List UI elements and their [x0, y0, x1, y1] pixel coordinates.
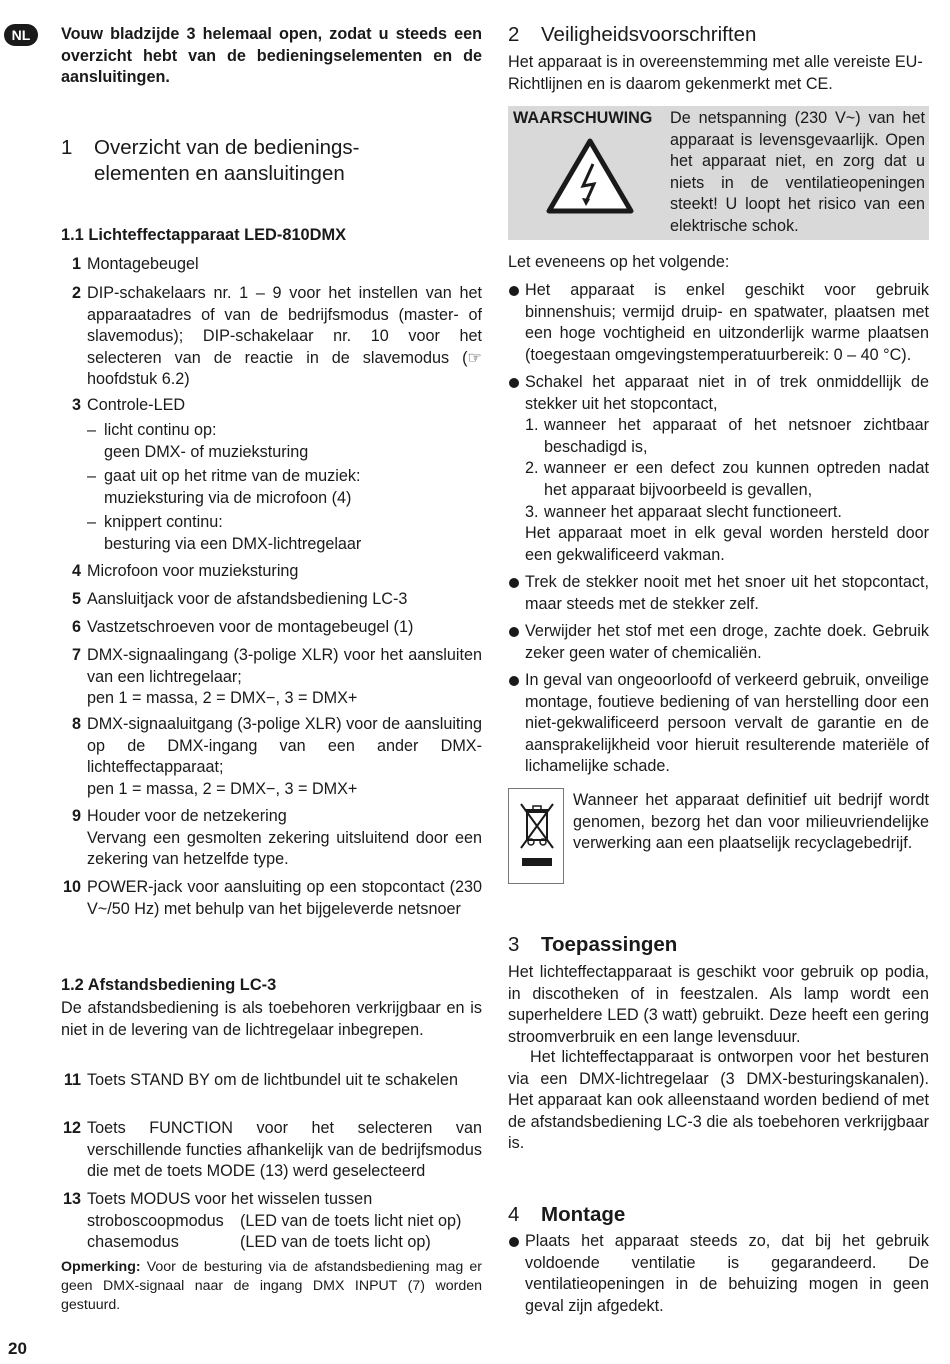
list-item: 10 POWER-jack voor aansluiting op een stopcontact (230 V~/50 Hz) met behulp van het bijgeleverde netsnoer	[62, 878, 482, 918]
section-3-paragraph-2: Het lichteffectapparaat is ontworpen voor het besturen via een DMX-lichtregelaar (3 DMX-besturingskanalen). Het apparaat kan ook alleenstaand worden bediend of met de afstandsbediening LC-3 die als toebehoren verkrijgbaar is.	[508, 1048, 929, 1153]
led-state: – knippert continu: besturing via een DMX-lichtregelaar	[87, 513, 362, 553]
list-item: 12 Toets FUNCTION voor het selecteren van verschillende functies afhankelijk van de bedrijfsmodus die met de toets MODE (13) werd geselecteerd	[62, 1119, 482, 1181]
section-3-paragraph-1: Het lichteffectapparaat is geschikt voor gebruik op podia, in discotheken of in feestzalen. Als lamp wordt een superheldere LED (3 watt) gebruikt. Deze heeft een gering stroomverbruik en een lange levensduur.	[508, 963, 929, 1046]
section-4-title: 4 Montage	[508, 1203, 626, 1226]
section-1-2-title: 1.2 Afstandsbediening LC-3	[61, 976, 277, 994]
language-badge: NL	[4, 24, 38, 46]
warning-text: De netspanning (230 V~) van het apparaat is levensgevaarlijk. Open het apparaat niet, en zorg dat u niets in de ventilatieopeningen steekt! U loopt het risico van een elektrische schok.	[670, 109, 925, 235]
list-item: 3 Controle-LED	[71, 396, 186, 414]
safety-bullet: Verwijder het stof met een droge, zachte doek. Gebruik zeker geen water of chemicaliën.	[508, 621, 929, 664]
list-item: 7 DMX-signaalingang (3-polige XLR) voor het aansluiten van een lichtregelaar; pen 1 = massa, 2 = DMX−, 3 = DMX+	[71, 646, 482, 708]
list-item: 2 DIP-schakelaars nr. 1 – 9 voor het instellen van het apparaatadres of van de bedrijfsmodus (master- of slavemodus); DIP-schakelaar nr. 10 voor het selecteren van de reactie in de slavemodus (☞ hoofdstuk 6.2)	[71, 284, 482, 389]
safety-bullet: Schakel het apparaat niet in of trek onmiddellijk de stekker uit het stopcontact, 1. wanneer het apparaat of het netsnoer zichtbaar beschadigd is, 2. wanneer er een defect zou kunnen optreden nadat het apparaat bijvoorbeeld is gevallen, 3. wanneer het apparaat slecht functioneert. Het apparaat moet in elk geval worden hersteld door een gekwalificeerd vakman.	[508, 372, 929, 566]
recycling-box	[508, 788, 929, 884]
section-3-title: 3 Toepassingen	[508, 933, 678, 956]
list-item: 4 Microfoon voor muzieksturing	[71, 562, 299, 580]
safety-bullet: In geval van ongeoorloofd of verkeerd gebruik, onveilige montage, foutieve bediening of van herstelling door een niet-gekwalificeerd persoon vervalt de garantie en de aansprakelijkheid voor hieruit resulterende materiële of lichamelijke schade.	[508, 670, 929, 778]
warning-box	[508, 106, 929, 240]
page-number: 20	[8, 1339, 27, 1358]
section-1-2-intro: De afstandsbediening is als toebehoren verkrijgbaar en is niet in de levering van de lichtregelaar inbegrepen.	[61, 999, 482, 1039]
also-note: Let eveneens op het volgende:	[508, 253, 730, 271]
safety-bullet: Trek de stekker nooit met het snoer uit het stopcontact, maar steeds met de stekker zelf.	[508, 572, 929, 615]
list-item: 13 Toets MODUS voor het wisselen tussen stroboscoopmodus (LED van de toets licht niet op) chasemodus (LED van de toets licht op)	[62, 1190, 462, 1252]
list-item: 5 Aansluitjack voor de afstandsbediening LC-3	[71, 590, 408, 608]
warning-label: WAARSCHUWING	[513, 109, 653, 127]
intro-text: Vouw bladzijde 3 helemaal open, zodat u steeds een overzicht hebt van de bedieningselementen en de aansluitingen.	[61, 25, 482, 87]
list-item: 9 Houder voor de netzekering Vervang een gesmolten zekering uitsluitend door een zekering van hetzelfde type.	[71, 807, 482, 869]
ce-mark: CE.	[805, 74, 833, 93]
section-1-1-title: 1.1 Lichteffectapparaat LED-810DMX	[61, 226, 347, 244]
section-2-title: 2 Veiligheidsvoorschriften	[508, 23, 757, 46]
recycling-text: Wanneer het apparaat definitief uit bedrijf wordt genomen, bezorg het dan voor milieuvriendelijke verwerking aan een plaatselijk recyclagebedrijf.	[573, 791, 929, 853]
section-2-intro: Het apparaat is in overeenstemming met alle vereiste EU-Richtlijnen en is daarom gekenmerkt met CE.	[508, 53, 923, 93]
list-item: 6 Vastzetschroeven voor de montagebeugel (1)	[71, 618, 414, 636]
electric-shock-warning-icon	[546, 138, 634, 214]
led-state: – gaat uit op het ritme van de muziek: muzieksturing via de microfoon (4)	[87, 467, 361, 507]
led-state: – licht continu op: geen DMX- of muzieksturing	[87, 421, 309, 461]
section-1-title: 1 Overzicht van de bedienings- elementen en aansluitingen	[61, 136, 360, 185]
list-item: 1 Montagebeugel	[71, 255, 199, 273]
mounting-bullet: Plaats het apparaat steeds zo, dat bij het gebruik voldoende ventilatie is gegarandeerd. De ventilatieopeningen in de behuizing mogen in geen geval zijn afgedekt.	[508, 1231, 929, 1317]
remote-note: Opmerking: Voor de besturing via de afstandsbediening mag er geen DMX-signaal naar de ingang DMX INPUT (7) worden gestuurd.	[61, 1259, 482, 1313]
list-item: 11 Toets STAND BY om de lichtbundel uit te schakelen	[63, 1071, 459, 1089]
safety-bullet: Het apparaat is enkel geschikt voor gebruik binnenshuis; vermijd druip- en spatwater, plaatsen met een hoge vochtigheid en uitzonderlijk warme plaatsen (toegestaan omgevingstemperatuurbereik: 0 – 40 °C).	[508, 280, 929, 366]
crossed-bin-icon	[519, 798, 555, 878]
list-item: 8 DMX-signaaluitgang (3-polige XLR) voor de aansluiting op de DMX-ingang van een ander DMX-lichteffectapparaat; pen 1 = massa, 2 = DMX−, 3 = DMX+	[71, 715, 483, 798]
